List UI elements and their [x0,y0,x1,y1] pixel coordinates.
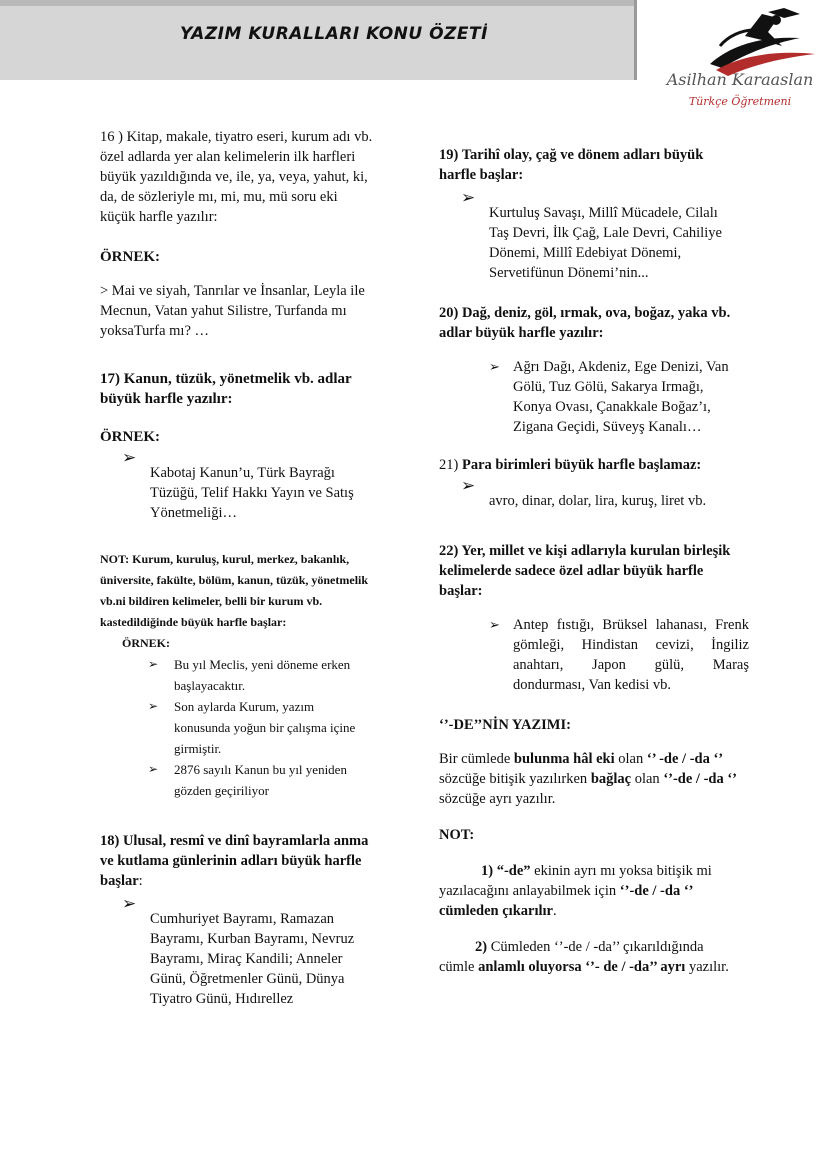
example-21: avro, dinar, dolar, lira, kuruş, liret vb. [489,493,707,509]
right-column [439,145,749,977]
rule-18: 18) Ulusal, resmî ve dinî bayramlarla anma ve kutlama günlerinin adları büyük harfle başlar: [100,833,369,889]
arrow-bullet-icon: ➢ [489,359,500,374]
rule-22: 22) Yer, millet ve kişi adlarıyla kurulan birleşik kelimelerde sadece özel adlar büyük harfle başlar: [439,543,731,599]
example-19: Kurtuluş Savaşı, Millî Mücadele, Cilalı Taş Devri, İlk Çağ, Lale Devri, Cahiliye Dönemi, Millî Edebiyat Dönemi, Servetifünun Dönemi’nin... [489,205,722,281]
example-heading: ÖRNEK: [100,429,160,445]
arrow-bullet-icon: ➢ [148,762,159,776]
example-16: > Mai ve siyah, Tanrılar ve İnsanlar, Leyla ile Mecnun, Vatan yahut Silistre, Turfanda mı yoksaTurfa mı? … [100,283,365,339]
note-heading: NOT: [439,827,475,843]
de-explanation: Bir cümlede bulunma hâl eki olan ‘’ -de / -da ‘’ sözcüğe bitişik yazılırken bağlaç olan ‘’-de / -da ‘’ sözcüğe ayrı yazılır. [439,751,738,807]
logo-name: Asilhan Karaaslan [666,70,814,89]
arrow-bullet-icon: ➢ [148,699,159,713]
arrow-bullet-icon: ➢ [148,657,159,671]
rule-17: 17) Kanun, tüzük, yönetmelik vb. adlar büyük harfle yazılır: [100,371,352,407]
header-banner-top-strip [0,0,636,6]
note-1: 1) “-de” ekinin ayrı mı yoksa bitişik mi yazılacağını anlayabilmek için ‘’-de / -da ‘’ cümleden çıkarılır. [439,863,712,919]
arrow-bullet-icon: ➢ [489,617,500,632]
arrow-bullet-icon: ➢ [461,476,476,495]
page-title: YAZIM KURALLARI KONU ÖZETİ [180,24,488,44]
rule-20: 20) Dağ, deniz, göl, ırmak, ova, boğaz, yaka vb. adlar büyük harfle yazılır: [439,305,731,341]
header-banner-edge [634,0,637,80]
arrow-bullet-icon: ➢ [461,188,476,207]
left-column [100,127,375,1009]
example-17: Kabotaj Kanun’u, Türk Bayrağı Tüzüğü, Telif Hakkı Yayın ve Satış Yönetmeliği… [150,465,354,521]
note-example-item: ➢ 2876 sayılı Kanun bu yıl yeniden gözden geçiriliyor [148,759,373,801]
arrow-bullet-icon: ➢ [122,894,137,913]
de-section-title: ‘’-DE’’NİN YAZIMI: [439,717,571,733]
arrow-bullet-icon: ➢ [122,448,137,467]
note-institutions: NOT: Kurum, kuruluş, kurul, merkez, bakanlık, üniversite, fakülte, bölüm, kanun, tüzük, yönetmelik vb.ni bildiren kelimeler, belli bir kurum vb. kastedildiğinde büyük harfle başlar: [100,552,369,629]
example-20: ➢ Ağrı Dağı, Akdeniz, Ege Denizi, Van Gölü, Tuz Gölü, Sakarya Irmağı, Konya Ovası, Çanakkale Boğaz’ı, Zigana Geçidi, Süveyş Kanalı… [489,359,729,435]
rule-19: 19) Tarihî olay, çağ ve dönem adları büyük harfle başlar: [439,147,704,183]
example-22: ➢ Antep fıstığı, Brüksel lahanası, Frenk gömleği, Hindistan cevizi, İngiliz anahtarı, Japon gülü, Maraş dondurması, Van kedisi vb. [489,617,749,693]
example-heading: ÖRNEK: [100,249,160,265]
note-example-heading: ÖRNEK: [122,636,170,650]
logo-subtitle: Türkçe Öğretmeni [688,95,792,108]
rule-21: 21) Para birimleri büyük harfle başlamaz: [439,457,702,473]
note-2: 2) Cümleden ‘’-de / -da’’ çıkarıldığında cümle anlamlı oluyorsa ‘’- de / -da’’ ayrı yazılır. [439,939,729,975]
rule-16: 16 ) Kitap, makale, tiyatro eseri, kurum adı vb. özel adlarda yer alan kelimelerin ilk harfleri büyük yazıldığında ve, ile, ya, veya, yahut, ki, da, de sözleriyle mı, mi, mu, mü soru eki küçük harfle yazılır: [100,129,373,225]
example-18: Cumhuriyet Bayramı, Ramazan Bayramı, Kurban Bayramı, Nevruz Bayramı, Miraç Kandili; Anneler Günü, Öğretmenler Günü, Dünya Tiyatro Günü, Hıdırellez [150,911,355,1007]
note-example-item: ➢ Bu yıl Meclis, yeni döneme erken başlayacaktır. [148,654,373,696]
note-example-item: ➢ Son aylarda Kurum, yazım konusunda yoğun bir çalışma içine girmiştir. [148,696,373,759]
